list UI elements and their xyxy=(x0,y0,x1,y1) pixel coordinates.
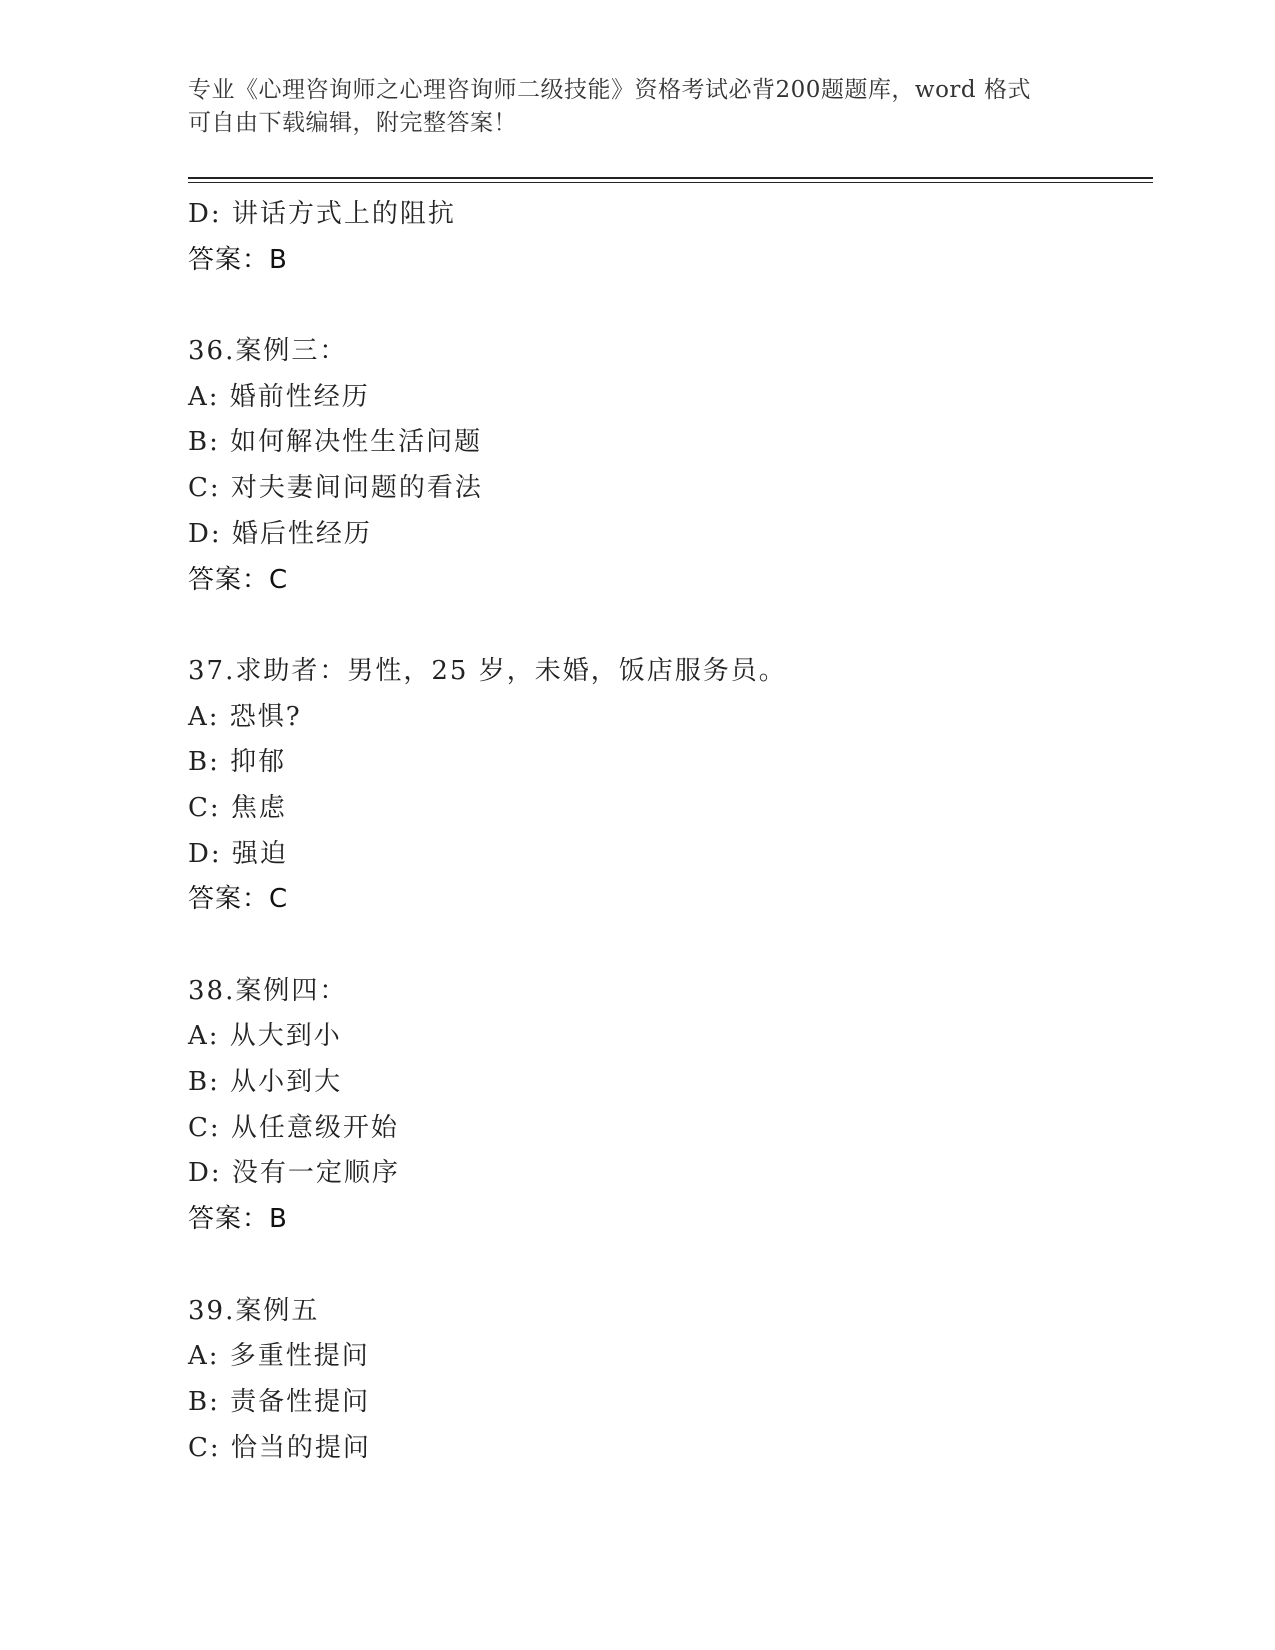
q37-option-a: A: 恐惧? xyxy=(188,701,302,732)
q38-option-b: B: 从小到大 xyxy=(188,1067,343,1098)
spacer xyxy=(188,603,1128,649)
q37-option-d: D: 强迫 xyxy=(188,838,288,869)
question-list xyxy=(188,192,1128,1471)
document-header xyxy=(188,74,1088,140)
q38-option-c: C: 从任意级开始 xyxy=(188,1112,399,1143)
header-divider-thin xyxy=(188,182,1153,183)
q38-option-d: D: 没有一定顺序 xyxy=(188,1158,400,1189)
question-36 xyxy=(188,329,1128,603)
spacer xyxy=(188,1243,1128,1289)
question-39 xyxy=(188,1289,1128,1472)
q37-option-c: C: 焦虑 xyxy=(188,792,287,823)
q35-option-d: D: 讲话方式上的阻抗 xyxy=(188,199,456,229)
q35-answer: 答案：B xyxy=(188,244,288,275)
q38-stem: 38.案例四： xyxy=(188,975,348,1006)
q36-answer: 答案：C xyxy=(188,564,289,595)
q37-stem: 37.求助者：男性，25 岁，未婚，饭店服务员。 xyxy=(188,655,787,686)
q36-option-b: B: 如何解决性生活问题 xyxy=(188,427,483,458)
q37-option-b: B: 抑郁 xyxy=(188,747,287,778)
q36-option-a: A: 婚前性经历 xyxy=(188,381,370,412)
q36-stem: 36.案例三： xyxy=(188,336,348,367)
q39-option-b: B: 责备性提问 xyxy=(188,1386,371,1417)
q39-stem: 39.案例五 xyxy=(188,1295,320,1326)
spacer xyxy=(188,283,1128,329)
header-title-line2: 可自由下载编辑，附完整答案！ xyxy=(188,110,517,136)
q37-answer: 答案：C xyxy=(188,884,289,915)
question-38 xyxy=(188,969,1128,1243)
header-title-line1: 专业《心理咨询师之心理咨询师二级技能》资格考试必背200题题库，word 格式 xyxy=(188,77,1031,103)
q39-option-a: A: 多重性提问 xyxy=(188,1341,370,1372)
spacer xyxy=(188,923,1128,969)
question-37 xyxy=(188,649,1128,923)
q39-option-c: C: 恰当的提问 xyxy=(188,1432,371,1463)
q36-option-c: C: 对夫妻间问题的看法 xyxy=(188,473,483,504)
q38-answer: 答案：B xyxy=(188,1204,288,1235)
q36-option-d: D: 婚后性经历 xyxy=(188,518,372,549)
header-divider-thick xyxy=(188,177,1153,179)
q38-option-a: A: 从大到小 xyxy=(188,1021,342,1052)
